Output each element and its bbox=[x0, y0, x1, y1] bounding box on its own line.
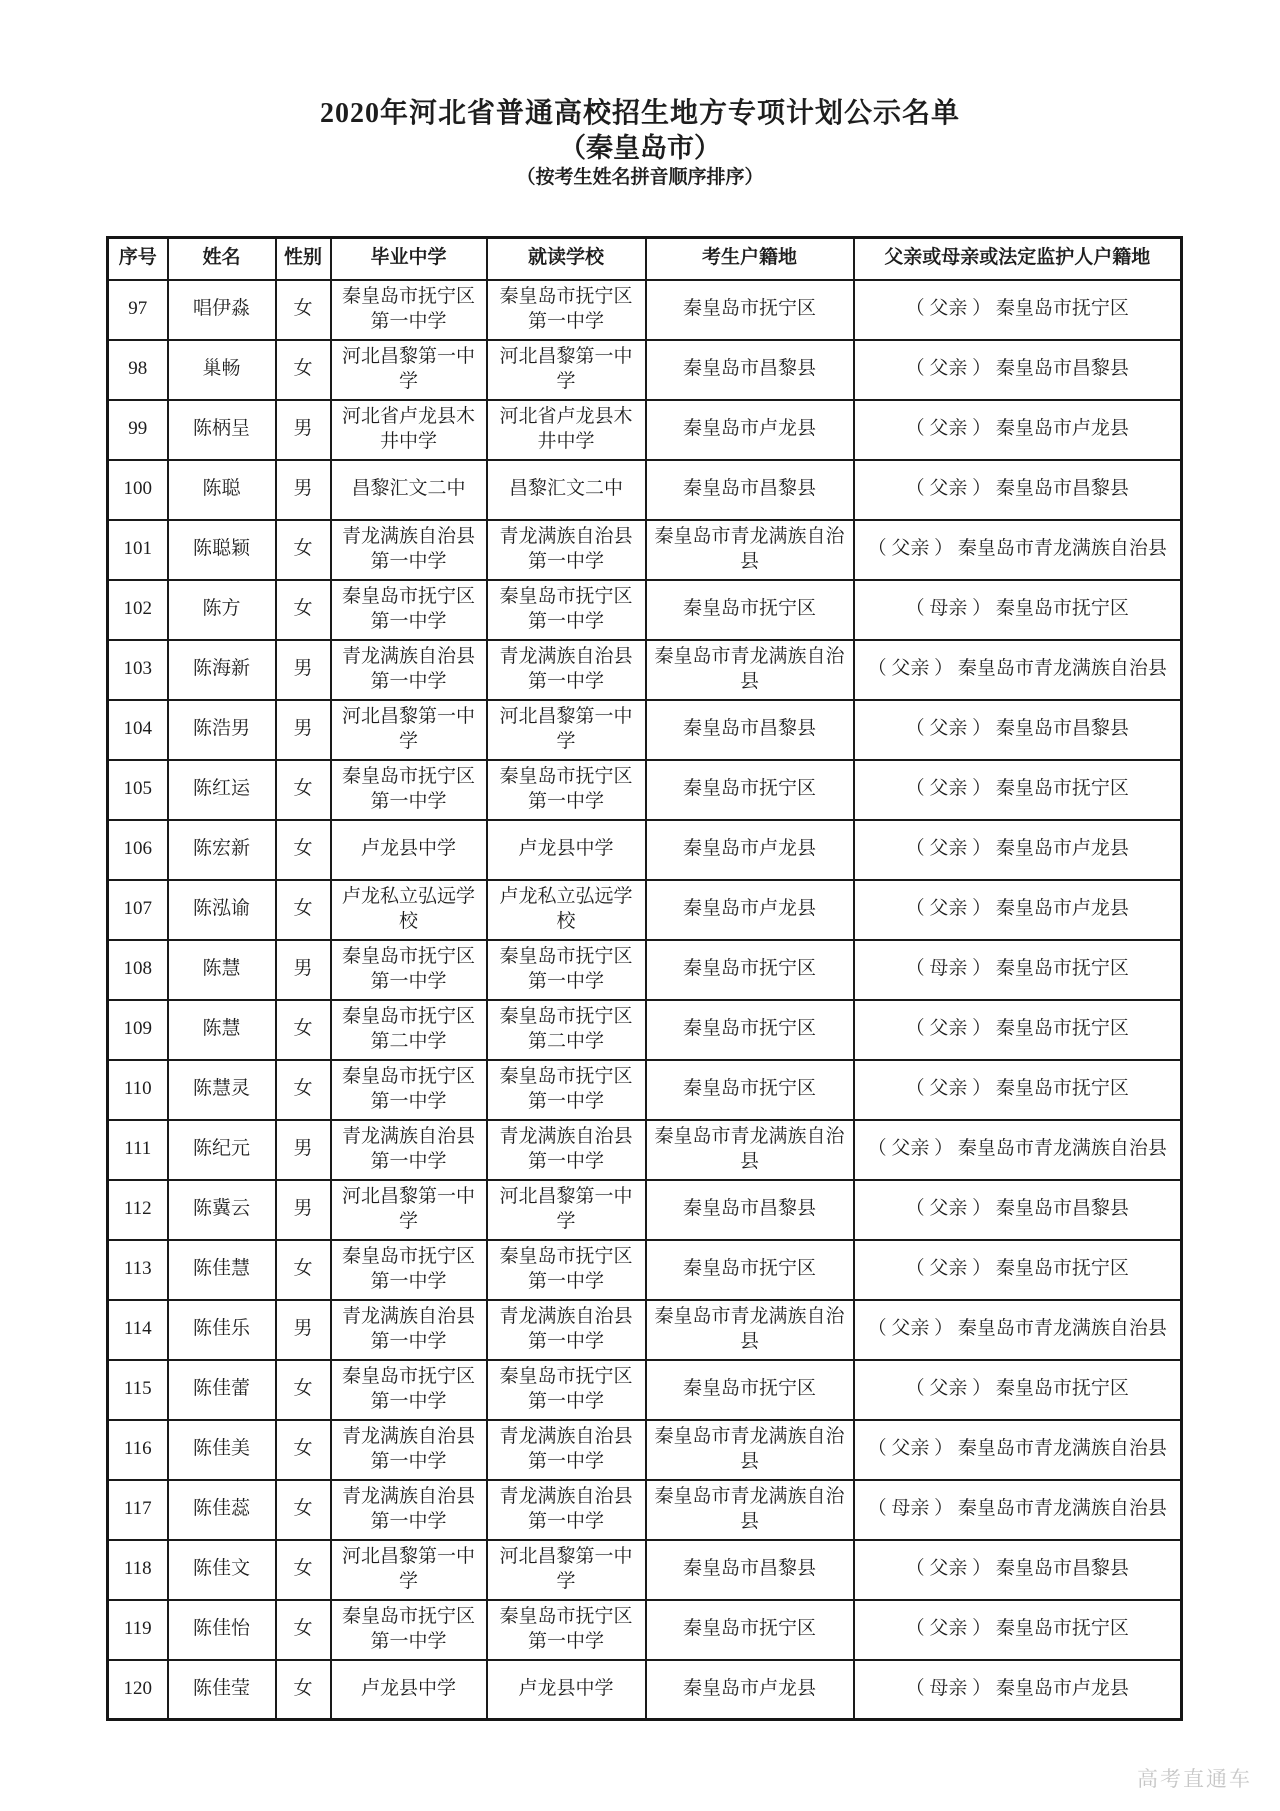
cell-candidate-hukou: 秦皇岛市卢龙县 bbox=[646, 820, 854, 880]
cell-attending-school: 河北昌黎第一中学 bbox=[487, 1180, 646, 1240]
cell-attending-school: 河北昌黎第一中学 bbox=[487, 1540, 646, 1600]
cell-graduation-school: 河北昌黎第一中学 bbox=[331, 340, 487, 400]
cell-serial: 105 bbox=[108, 760, 168, 820]
cell-candidate-hukou: 秦皇岛市昌黎县 bbox=[646, 1180, 854, 1240]
cell-serial: 114 bbox=[108, 1300, 168, 1360]
cell-serial: 111 bbox=[108, 1120, 168, 1180]
cell-name: 陈慧 bbox=[168, 1000, 276, 1060]
table-row bbox=[108, 1060, 1182, 1120]
cell-serial: 103 bbox=[108, 640, 168, 700]
cell-gender: 男 bbox=[276, 460, 331, 520]
cell-gender: 女 bbox=[276, 1540, 331, 1600]
table-row bbox=[108, 1000, 1182, 1060]
cell-gender: 男 bbox=[276, 1180, 331, 1240]
cell-guardian-hukou: （ 母亲 ） 秦皇岛市抚宁区 bbox=[854, 940, 1182, 1000]
cell-gender: 女 bbox=[276, 520, 331, 580]
cell-graduation-school: 秦皇岛市抚宁区第一中学 bbox=[331, 1240, 487, 1300]
cell-attending-school: 卢龙县中学 bbox=[487, 820, 646, 880]
cell-guardian-hukou: （ 父亲 ） 秦皇岛市抚宁区 bbox=[854, 1360, 1182, 1420]
cell-candidate-hukou: 秦皇岛市抚宁区 bbox=[646, 580, 854, 640]
table-row bbox=[108, 340, 1182, 400]
roster-table bbox=[106, 236, 1183, 1721]
column-header-candidate-hukou: 考生户籍地 bbox=[646, 238, 854, 280]
cell-name: 陈慧 bbox=[168, 940, 276, 1000]
cell-graduation-school: 秦皇岛市抚宁区第一中学 bbox=[331, 940, 487, 1000]
cell-guardian-hukou: （ 父亲 ） 秦皇岛市青龙满族自治县 bbox=[854, 520, 1182, 580]
cell-guardian-hukou: （ 父亲 ） 秦皇岛市昌黎县 bbox=[854, 340, 1182, 400]
cell-gender: 女 bbox=[276, 760, 331, 820]
cell-candidate-hukou: 秦皇岛市抚宁区 bbox=[646, 940, 854, 1000]
cell-guardian-hukou: （ 母亲 ） 秦皇岛市卢龙县 bbox=[854, 1660, 1182, 1720]
cell-name: 陈纪元 bbox=[168, 1120, 276, 1180]
table-row bbox=[108, 1540, 1182, 1600]
cell-serial: 100 bbox=[108, 460, 168, 520]
column-header-attending-school: 就读学校 bbox=[487, 238, 646, 280]
cell-gender: 女 bbox=[276, 1000, 331, 1060]
cell-gender: 女 bbox=[276, 820, 331, 880]
table-header-row bbox=[108, 238, 1182, 280]
watermark-text: 高考直通车 bbox=[1137, 1767, 1252, 1791]
cell-name: 陈柄呈 bbox=[168, 400, 276, 460]
cell-guardian-hukou: （ 父亲 ） 秦皇岛市抚宁区 bbox=[854, 280, 1182, 340]
cell-gender: 女 bbox=[276, 1240, 331, 1300]
cell-candidate-hukou: 秦皇岛市抚宁区 bbox=[646, 280, 854, 340]
cell-name: 陈佳蕊 bbox=[168, 1480, 276, 1540]
cell-graduation-school: 青龙满族自治县第一中学 bbox=[331, 520, 487, 580]
table-row bbox=[108, 1180, 1182, 1240]
cell-graduation-school: 河北昌黎第一中学 bbox=[331, 1540, 487, 1600]
cell-gender: 女 bbox=[276, 1480, 331, 1540]
table-row bbox=[108, 1240, 1182, 1300]
cell-serial: 97 bbox=[108, 280, 168, 340]
column-header-serial: 序号 bbox=[108, 238, 168, 280]
cell-candidate-hukou: 秦皇岛市抚宁区 bbox=[646, 1060, 854, 1120]
cell-serial: 108 bbox=[108, 940, 168, 1000]
table-row bbox=[108, 820, 1182, 880]
cell-name: 陈宏新 bbox=[168, 820, 276, 880]
cell-gender: 女 bbox=[276, 1600, 331, 1660]
cell-serial: 101 bbox=[108, 520, 168, 580]
cell-serial: 98 bbox=[108, 340, 168, 400]
cell-name: 陈佳文 bbox=[168, 1540, 276, 1600]
cell-gender: 女 bbox=[276, 1060, 331, 1120]
cell-name: 陈佳慧 bbox=[168, 1240, 276, 1300]
cell-graduation-school: 卢龙县中学 bbox=[331, 820, 487, 880]
cell-gender: 男 bbox=[276, 1300, 331, 1360]
table-row bbox=[108, 940, 1182, 1000]
cell-graduation-school: 青龙满族自治县第一中学 bbox=[331, 640, 487, 700]
table-row bbox=[108, 880, 1182, 940]
table-row bbox=[108, 1600, 1182, 1660]
cell-graduation-school: 青龙满族自治县第一中学 bbox=[331, 1120, 487, 1180]
cell-candidate-hukou: 秦皇岛市卢龙县 bbox=[646, 1660, 854, 1720]
cell-guardian-hukou: （ 父亲 ） 秦皇岛市卢龙县 bbox=[854, 400, 1182, 460]
cell-guardian-hukou: （ 父亲 ） 秦皇岛市抚宁区 bbox=[854, 1000, 1182, 1060]
cell-serial: 104 bbox=[108, 700, 168, 760]
cell-attending-school: 秦皇岛市抚宁区第二中学 bbox=[487, 1000, 646, 1060]
cell-name: 陈慧灵 bbox=[168, 1060, 276, 1120]
cell-graduation-school: 秦皇岛市抚宁区第一中学 bbox=[331, 1600, 487, 1660]
cell-serial: 115 bbox=[108, 1360, 168, 1420]
cell-name: 陈佳乐 bbox=[168, 1300, 276, 1360]
table-row bbox=[108, 700, 1182, 760]
cell-candidate-hukou: 秦皇岛市昌黎县 bbox=[646, 340, 854, 400]
cell-attending-school: 卢龙私立弘远学校 bbox=[487, 880, 646, 940]
cell-candidate-hukou: 秦皇岛市抚宁区 bbox=[646, 1240, 854, 1300]
cell-gender: 女 bbox=[276, 340, 331, 400]
cell-candidate-hukou: 秦皇岛市青龙满族自治县 bbox=[646, 640, 854, 700]
cell-graduation-school: 秦皇岛市抚宁区第一中学 bbox=[331, 760, 487, 820]
table-row bbox=[108, 280, 1182, 340]
cell-name: 陈聪 bbox=[168, 460, 276, 520]
table-row bbox=[108, 1360, 1182, 1420]
cell-attending-school: 卢龙县中学 bbox=[487, 1660, 646, 1720]
cell-attending-school: 青龙满族自治县第一中学 bbox=[487, 640, 646, 700]
cell-candidate-hukou: 秦皇岛市抚宁区 bbox=[646, 1360, 854, 1420]
cell-guardian-hukou: （ 父亲 ） 秦皇岛市昌黎县 bbox=[854, 1540, 1182, 1600]
table-row bbox=[108, 400, 1182, 460]
cell-attending-school: 秦皇岛市抚宁区第一中学 bbox=[487, 580, 646, 640]
cell-attending-school: 青龙满族自治县第一中学 bbox=[487, 520, 646, 580]
cell-attending-school: 秦皇岛市抚宁区第一中学 bbox=[487, 1060, 646, 1120]
cell-candidate-hukou: 秦皇岛市抚宁区 bbox=[646, 1600, 854, 1660]
cell-attending-school: 秦皇岛市抚宁区第一中学 bbox=[487, 940, 646, 1000]
cell-attending-school: 昌黎汇文二中 bbox=[487, 460, 646, 520]
cell-graduation-school: 昌黎汇文二中 bbox=[331, 460, 487, 520]
cell-candidate-hukou: 秦皇岛市抚宁区 bbox=[646, 1000, 854, 1060]
cell-name: 陈佳美 bbox=[168, 1420, 276, 1480]
cell-name: 陈佳莹 bbox=[168, 1660, 276, 1720]
cell-serial: 118 bbox=[108, 1540, 168, 1600]
cell-serial: 110 bbox=[108, 1060, 168, 1120]
cell-graduation-school: 秦皇岛市抚宁区第一中学 bbox=[331, 580, 487, 640]
cell-candidate-hukou: 秦皇岛市青龙满族自治县 bbox=[646, 1300, 854, 1360]
cell-serial: 116 bbox=[108, 1420, 168, 1480]
cell-guardian-hukou: （ 父亲 ） 秦皇岛市昌黎县 bbox=[854, 460, 1182, 520]
cell-candidate-hukou: 秦皇岛市青龙满族自治县 bbox=[646, 1420, 854, 1480]
cell-name: 陈佳怡 bbox=[168, 1600, 276, 1660]
cell-gender: 男 bbox=[276, 400, 331, 460]
cell-attending-school: 秦皇岛市抚宁区第一中学 bbox=[487, 1360, 646, 1420]
cell-serial: 120 bbox=[108, 1660, 168, 1720]
cell-candidate-hukou: 秦皇岛市卢龙县 bbox=[646, 400, 854, 460]
cell-attending-school: 青龙满族自治县第一中学 bbox=[487, 1120, 646, 1180]
cell-gender: 女 bbox=[276, 1420, 331, 1480]
cell-candidate-hukou: 秦皇岛市昌黎县 bbox=[646, 1540, 854, 1600]
column-header-guardian-hukou: 父亲或母亲或法定监护人户籍地 bbox=[854, 238, 1182, 280]
page-title: 2020年河北省普通高校招生地方专项计划公示名单 bbox=[319, 98, 960, 129]
cell-name: 陈红运 bbox=[168, 760, 276, 820]
table-row bbox=[108, 1480, 1182, 1540]
cell-serial: 117 bbox=[108, 1480, 168, 1540]
cell-graduation-school: 河北昌黎第一中学 bbox=[331, 1180, 487, 1240]
cell-attending-school: 河北昌黎第一中学 bbox=[487, 700, 646, 760]
cell-serial: 112 bbox=[108, 1180, 168, 1240]
cell-gender: 女 bbox=[276, 1360, 331, 1420]
cell-candidate-hukou: 秦皇岛市昌黎县 bbox=[646, 700, 854, 760]
cell-gender: 男 bbox=[276, 1120, 331, 1180]
table-row bbox=[108, 1420, 1182, 1480]
cell-graduation-school: 卢龙私立弘远学校 bbox=[331, 880, 487, 940]
cell-gender: 男 bbox=[276, 700, 331, 760]
cell-attending-school: 秦皇岛市抚宁区第一中学 bbox=[487, 1240, 646, 1300]
cell-candidate-hukou: 秦皇岛市青龙满族自治县 bbox=[646, 520, 854, 580]
cell-serial: 106 bbox=[108, 820, 168, 880]
table-row bbox=[108, 460, 1182, 520]
cell-guardian-hukou: （ 父亲 ） 秦皇岛市抚宁区 bbox=[854, 1600, 1182, 1660]
cell-graduation-school: 秦皇岛市抚宁区第一中学 bbox=[331, 1360, 487, 1420]
cell-graduation-school: 秦皇岛市抚宁区第一中学 bbox=[331, 1060, 487, 1120]
cell-serial: 102 bbox=[108, 580, 168, 640]
cell-attending-school: 秦皇岛市抚宁区第一中学 bbox=[487, 760, 646, 820]
cell-graduation-school: 青龙满族自治县第一中学 bbox=[331, 1300, 487, 1360]
cell-guardian-hukou: （ 父亲 ） 秦皇岛市青龙满族自治县 bbox=[854, 1120, 1182, 1180]
column-header-gender: 性别 bbox=[276, 238, 331, 280]
table-row bbox=[108, 1120, 1182, 1180]
cell-guardian-hukou: （ 父亲 ） 秦皇岛市青龙满族自治县 bbox=[854, 1420, 1182, 1480]
cell-serial: 109 bbox=[108, 1000, 168, 1060]
cell-name: 陈冀云 bbox=[168, 1180, 276, 1240]
cell-guardian-hukou: （ 父亲 ） 秦皇岛市青龙满族自治县 bbox=[854, 1300, 1182, 1360]
cell-graduation-school: 河北省卢龙县木井中学 bbox=[331, 400, 487, 460]
cell-attending-school: 秦皇岛市抚宁区第一中学 bbox=[487, 1600, 646, 1660]
cell-graduation-school: 青龙满族自治县第一中学 bbox=[331, 1420, 487, 1480]
cell-attending-school: 秦皇岛市抚宁区第一中学 bbox=[487, 280, 646, 340]
cell-guardian-hukou: （ 父亲 ） 秦皇岛市青龙满族自治县 bbox=[854, 640, 1182, 700]
cell-guardian-hukou: （ 父亲 ） 秦皇岛市昌黎县 bbox=[854, 700, 1182, 760]
cell-name: 巢畅 bbox=[168, 340, 276, 400]
cell-guardian-hukou: （ 母亲 ） 秦皇岛市抚宁区 bbox=[854, 580, 1182, 640]
cell-serial: 113 bbox=[108, 1240, 168, 1300]
cell-guardian-hukou: （ 母亲 ） 秦皇岛市青龙满族自治县 bbox=[854, 1480, 1182, 1540]
cell-name: 陈聪颖 bbox=[168, 520, 276, 580]
cell-serial: 99 bbox=[108, 400, 168, 460]
cell-name: 唱伊淼 bbox=[168, 280, 276, 340]
cell-graduation-school: 秦皇岛市抚宁区第二中学 bbox=[331, 1000, 487, 1060]
table-row bbox=[108, 1660, 1182, 1720]
cell-candidate-hukou: 秦皇岛市青龙满族自治县 bbox=[646, 1480, 854, 1540]
cell-name: 陈浩男 bbox=[168, 700, 276, 760]
cell-graduation-school: 卢龙县中学 bbox=[331, 1660, 487, 1720]
cell-name: 陈方 bbox=[168, 580, 276, 640]
column-header-graduation-school: 毕业中学 bbox=[331, 238, 487, 280]
cell-serial: 119 bbox=[108, 1600, 168, 1660]
cell-graduation-school: 河北昌黎第一中学 bbox=[331, 700, 487, 760]
table-row bbox=[108, 1300, 1182, 1360]
cell-gender: 女 bbox=[276, 880, 331, 940]
cell-guardian-hukou: （ 父亲 ） 秦皇岛市卢龙县 bbox=[854, 880, 1182, 940]
column-header-name: 姓名 bbox=[168, 238, 276, 280]
cell-guardian-hukou: （ 父亲 ） 秦皇岛市抚宁区 bbox=[854, 1060, 1182, 1120]
cell-attending-school: 青龙满族自治县第一中学 bbox=[487, 1420, 646, 1480]
cell-attending-school: 青龙满族自治县第一中学 bbox=[487, 1300, 646, 1360]
cell-candidate-hukou: 秦皇岛市卢龙县 bbox=[646, 880, 854, 940]
cell-gender: 男 bbox=[276, 640, 331, 700]
cell-name: 陈海新 bbox=[168, 640, 276, 700]
cell-name: 陈佳蕾 bbox=[168, 1360, 276, 1420]
sort-order-note: （按考生姓名拼音顺序排序） bbox=[516, 167, 764, 188]
cell-guardian-hukou: （ 父亲 ） 秦皇岛市昌黎县 bbox=[854, 1180, 1182, 1240]
cell-graduation-school: 秦皇岛市抚宁区第一中学 bbox=[331, 280, 487, 340]
cell-candidate-hukou: 秦皇岛市抚宁区 bbox=[646, 760, 854, 820]
cell-guardian-hukou: （ 父亲 ） 秦皇岛市抚宁区 bbox=[854, 760, 1182, 820]
cell-gender: 女 bbox=[276, 580, 331, 640]
cell-guardian-hukou: （ 父亲 ） 秦皇岛市抚宁区 bbox=[854, 1240, 1182, 1300]
cell-graduation-school: 青龙满族自治县第一中学 bbox=[331, 1480, 487, 1540]
table-row bbox=[108, 760, 1182, 820]
cell-attending-school: 河北省卢龙县木井中学 bbox=[487, 400, 646, 460]
cell-attending-school: 河北昌黎第一中学 bbox=[487, 340, 646, 400]
cell-attending-school: 青龙满族自治县第一中学 bbox=[487, 1480, 646, 1540]
cell-name: 陈泓谕 bbox=[168, 880, 276, 940]
cell-gender: 男 bbox=[276, 940, 331, 1000]
cell-guardian-hukou: （ 父亲 ） 秦皇岛市卢龙县 bbox=[854, 820, 1182, 880]
cell-candidate-hukou: 秦皇岛市青龙满族自治县 bbox=[646, 1120, 854, 1180]
page-subtitle-city: （秦皇岛市） bbox=[559, 133, 721, 163]
cell-gender: 女 bbox=[276, 280, 331, 340]
cell-serial: 107 bbox=[108, 880, 168, 940]
table-row bbox=[108, 640, 1182, 700]
cell-candidate-hukou: 秦皇岛市昌黎县 bbox=[646, 460, 854, 520]
table-row bbox=[108, 520, 1182, 580]
table-row bbox=[108, 580, 1182, 640]
cell-gender: 女 bbox=[276, 1660, 331, 1720]
title-block bbox=[0, 96, 1280, 190]
